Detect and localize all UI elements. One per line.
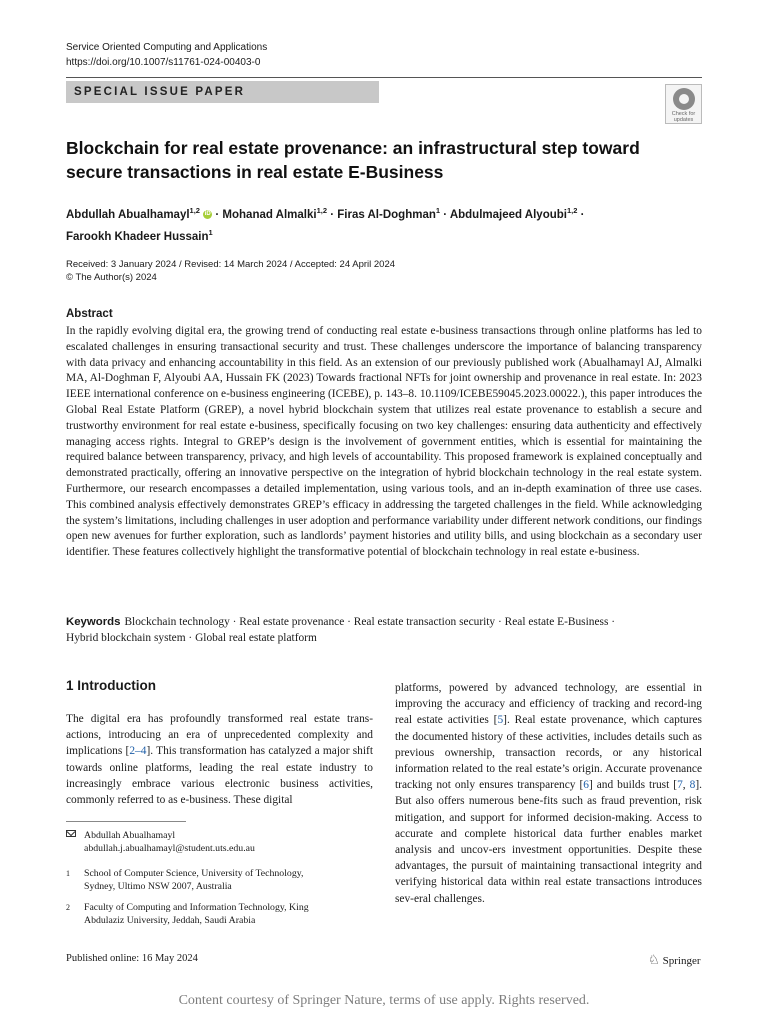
corresponding-name: Abdullah Abualhamayl — [84, 830, 176, 841]
paper-title: Blockchain for real estate provenance: an infrastructural step toward secure transactions in real estate E-Business — [66, 138, 640, 182]
body-column-left: The digital era has profoundly transformed real estate trans-actions, introducing an era of unprecedented complexity and implications [2–4]. This transformation has catalyzed a major shift towards online platforms, leading the real estate industry to increasingly embrace various electronic business activities, commonly referred to as e-business. These digital — [66, 713, 373, 807]
header-rule — [66, 77, 702, 78]
citation-link[interactable]: 5 — [497, 714, 504, 727]
copyright: © The Author(s) 2024 — [66, 272, 157, 283]
keywords-line-2: Hybrid blockchain system · Global real estate platform — [66, 632, 317, 644]
check-updates-icon — [673, 88, 695, 110]
orcid-icon[interactable]: iD — [204, 211, 211, 218]
courtesy-notice: Content courtesy of Springer Nature, terms of use apply. Rights reserved. — [178, 993, 590, 1008]
author-list: Abdullah Abualhamayl$^{1,2}$ iD · Mohanad Almalki$^{1,2}$ · Firas Al-Doghman$^1$ · Abdulmajeed Alyoubi$^{1,2}$ · Farookh Khadeer Hussain$^1$ — [66, 206, 585, 243]
published-date: Published online: 16 May 2024 — [66, 953, 198, 964]
footnote-rule — [66, 821, 186, 822]
abstract-text: In the rapidly evolving digital era, the growing trend of conducting real estate e-business transactions through online platforms has led to escalated challenges in ensuring transactional security and trust. These challenges underscore the importance of balancing transparency with data privacy and enhancing accountability in this field. As an extension of our previously published work (Abualhamayl AJ, Almalki MA, Al-Doghman F, Alyoubi AA, Hussain FK (2023) Towards fractional NFTs for joint ownership and provenance in real estate. In: 2023 IEEE international conference on e-business engineering (ICEBE), p. 143–8. 10.1109/ICEBE59045.2023.00022.), this paper introduces the Global Real Estate Platform (GREP), a novel hybrid blockchain system that utilizes real estate provenance to establish a secure and trustworthy environment for real estate e-business, specifically focusing on two key challenges: ensuring data authenticity and effectively managing access rights. Integral to GREP’s design is the involvement of government entities, which is essential for maintaining the required balance between transparency, privacy, and high levels of accountability. This proposed framework is explained conceptually and demonstrated practically, offering an innovative perspective on the integration of hybrid blockchain technology in the real estate system. Furthermore, our research encompasses a detailed implementation, using various tools, and an in-depth examination of three use cases. This combined analysis effectively demonstrates GREP’s efficacy in addressing the targeted challenges in the field. While acknowledging the system’s limitations, including challenges in user adoption and performance variability under different network conditions, our findings open new avenues for further exploration, such as landlords’ payment histories and utility bills, and using blockchain as a secondary user identifier. These features collectively highlight the transformative potential of blockchain technology in real estate e-business. — [66, 325, 702, 559]
affiliation-2: 2 Faculty of Computing and Information Technology, King Abdulaziz University, Jeddah, Saudi Arabia — [66, 902, 309, 926]
keywords — [66, 614, 702, 646]
citation-link[interactable]: 2–4 — [129, 745, 147, 758]
doi-link[interactable]: https://doi.org/10.1007/s11761-024-00403-0 — [66, 57, 261, 68]
publisher-logo: ♘ Springer — [648, 952, 701, 967]
citation-link[interactable]: 8 — [689, 779, 696, 792]
citation-link[interactable]: 7 — [677, 779, 683, 792]
special-issue-banner: SPECIAL ISSUE PAPER — [66, 81, 379, 103]
corresponding-author — [66, 829, 366, 857]
author-name[interactable]: Abdulmajeed Alyoubi — [449, 208, 567, 221]
affiliation-1: 1 School of Computer Science, University of Technology, Sydney, Ultimo NSW 2007, Australia — [66, 868, 304, 892]
corresponding-email[interactable]: abdullah.j.abualhamayl@student.uts.edu.au — [84, 843, 255, 854]
author-name[interactable]: Farookh Khadeer Hussain — [66, 230, 209, 243]
keywords-line-1: Blockchain technology · Real estate provenance · Real estate transaction security · Real estate E-Business · — [124, 616, 616, 628]
author-name[interactable]: Abdullah Abualhamayl — [66, 208, 190, 221]
mail-icon — [66, 830, 76, 837]
section-heading-introduction: 1 Introduction — [66, 678, 156, 693]
body-column-right: platforms, powered by advanced technology, are essential in improving the accuracy and efficiency of tracking and record-ing real estate activities [5]. Real estate provenance, which captures the documented history of these activities, includes details such as previous ownership, transaction records, or any historical information related to the real estate’s origin. Accurate provenance tracking not only ensures transparency [6] and builds trust [7, 8]. But also offers numerous bene-fits such as fraud prevention, risk mitigation, and support for informed decision-making. Access to accurate and complete historical data further enables market analysis and uncov-ers investment opportunities. Despite these advantages, the pursuit of maintaining transactional integrity and verifying historical data within real estate transactions introduces sev-eral challenges. — [395, 682, 702, 905]
history-dates: Received: 3 January 2024 / Revised: 14 March 2024 / Accepted: 24 April 2024 — [66, 259, 396, 270]
abstract-heading: Abstract — [66, 308, 113, 320]
author-name[interactable]: Mohanad Almalki — [222, 208, 317, 221]
journal-header — [66, 40, 267, 70]
keywords-label: Keywords — [66, 616, 121, 628]
journal-name: Service Oriented Computing and Applications — [66, 42, 268, 53]
check-for-updates-button[interactable]: Check for updates — [665, 84, 702, 124]
citation-link[interactable]: 6 — [583, 779, 589, 792]
springer-horse-icon: ♘ — [648, 952, 660, 967]
author-name[interactable]: Firas Al-Doghman — [337, 208, 436, 221]
article-dates — [66, 258, 395, 284]
